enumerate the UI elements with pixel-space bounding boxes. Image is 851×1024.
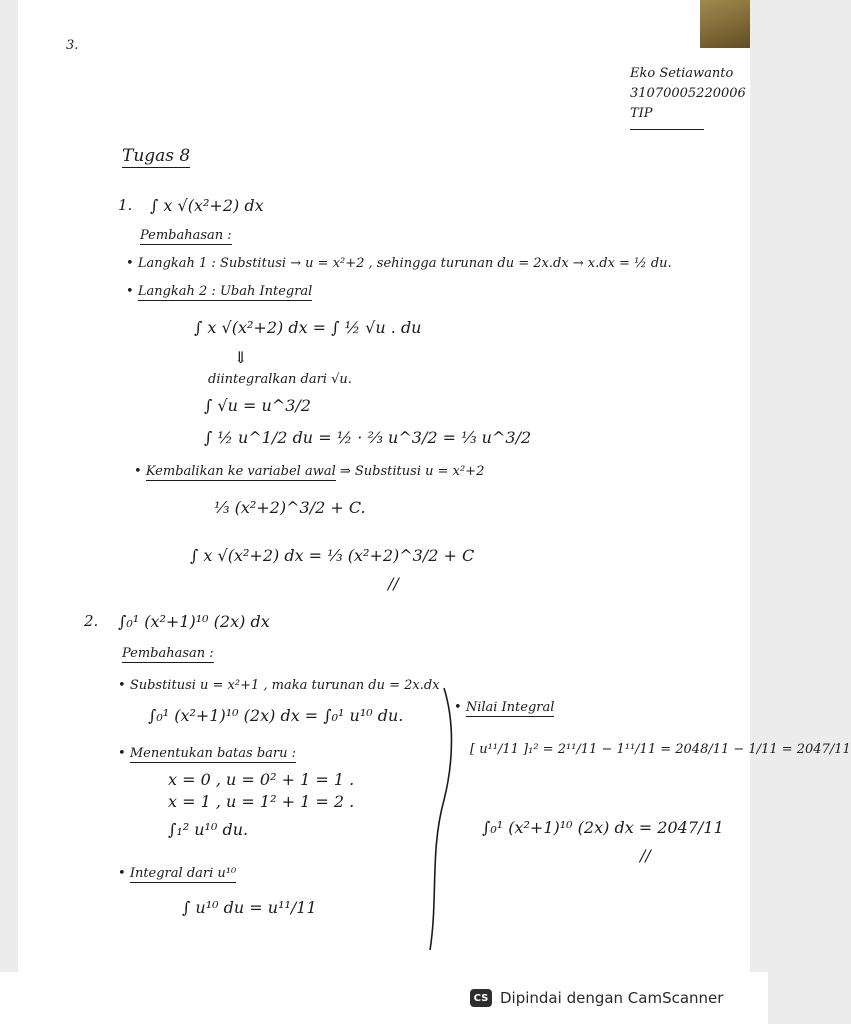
p2-nilai-title-text: Nilai Integral [465, 700, 555, 715]
p2-eq2: ∫₁² u¹⁰ du. [168, 820, 249, 839]
p1-number: 1. [118, 196, 133, 214]
p2-bounds-title: • Menentukan batas baru : [118, 746, 297, 761]
p1-step3b-text: ⇒ Substitusi u = x²+2 [339, 464, 485, 479]
p1-eq2: ∫ √u = u^3/2 [204, 396, 311, 415]
author-id: 31070005220006 [630, 86, 746, 101]
p2-eq3: ∫ u¹⁰ du = u¹¹/11 [182, 898, 317, 917]
p2-sub-text: Substitusi u = x²+1 , maka turunan du = 2x.dx [129, 678, 440, 693]
p1-step3: • Kembalikan ke variabel awal ⇒ Substitusi u = x²+2 [134, 464, 485, 479]
p2-bound1: x = 0 , u = 0² + 1 = 1 . [168, 770, 355, 789]
p2-nilai-eq: [ u¹¹/11 ]₁² = 2¹¹/11 − 1¹¹/11 = 2048/11 − 1/11 = 2047/11 [470, 742, 851, 757]
p1-arrow: ⇓ [234, 348, 248, 367]
p2-integral-title: • Integral dari u¹⁰ [118, 866, 237, 881]
p2-final-mark: // [640, 846, 651, 865]
camscanner-logo-icon: CS [470, 989, 492, 1007]
p2-eq1: ∫₀¹ (x²+1)¹⁰ (2x) dx = ∫₀¹ u¹⁰ du. [148, 706, 404, 725]
author-name: Eko Setiawanto [630, 66, 734, 81]
p1-step1-text: Langkah 1 : Substitusi → u = x²+2 , sehingga turunan du = 2x.dx → x.dx = ½ du. [137, 256, 672, 271]
p2-sub: • Substitusi u = x²+1 , maka turunan du = 2x.dx [118, 678, 440, 693]
p1-final-mark: // [388, 574, 399, 593]
p1-step2: • Langkah 2 : Ubah Integral [126, 284, 313, 299]
p1-note: diintegralkan dari √u. [208, 372, 352, 387]
p1-integral: ∫ x √(x²+2) dx [150, 196, 264, 215]
p1-eq4: ⅓ (x²+2)^3/2 + C. [214, 498, 366, 517]
p2-bound2: x = 1 , u = 1² + 1 = 2 . [168, 792, 355, 811]
p1-result: ∫ x √(x²+2) dx = ⅓ (x²+2)^3/2 + C [190, 546, 475, 565]
p2-bounds-title-text: Menentukan batas baru : [129, 746, 297, 761]
p2-nilai-title: • Nilai Integral [454, 700, 555, 715]
camscanner-watermark [470, 983, 750, 1013]
p1-label: Pembahasan : [140, 228, 232, 243]
p2-label: Pembahasan : [122, 646, 214, 661]
p1-step1: • Langkah 1 : Substitusi → u = x²+2 , sehingga turunan du = 2x.dx → x.dx = ½ du. [126, 256, 672, 271]
p2-integral: ∫₀¹ (x²+1)¹⁰ (2x) dx [118, 612, 270, 631]
scanned-paper [18, 0, 851, 972]
author-dept: TIP [630, 106, 653, 121]
p2-final: ∫₀¹ (x²+1)¹⁰ (2x) dx = 2047/11 [482, 818, 724, 837]
watermark-text: Dipindai dengan CamScanner [500, 989, 724, 1007]
page-number: 3. [66, 38, 79, 53]
p1-eq3: ∫ ½ u^1/2 du = ½ · ⅔ u^3/2 = ⅓ u^3/2 [204, 428, 532, 447]
p1-eq1: ∫ x √(x²+2) dx = ∫ ½ √u . du [194, 318, 422, 337]
p1-step2-text: Langkah 2 : Ubah Integral [137, 284, 313, 299]
assignment-title: Tugas 8 [122, 146, 191, 166]
p2-integral-title-text: Integral dari u¹⁰ [129, 866, 237, 881]
scan-corner-shadow [700, 0, 750, 48]
p2-number: 2. [84, 612, 99, 630]
p1-step3-text: Kembalikan ke variabel awal [145, 464, 336, 479]
